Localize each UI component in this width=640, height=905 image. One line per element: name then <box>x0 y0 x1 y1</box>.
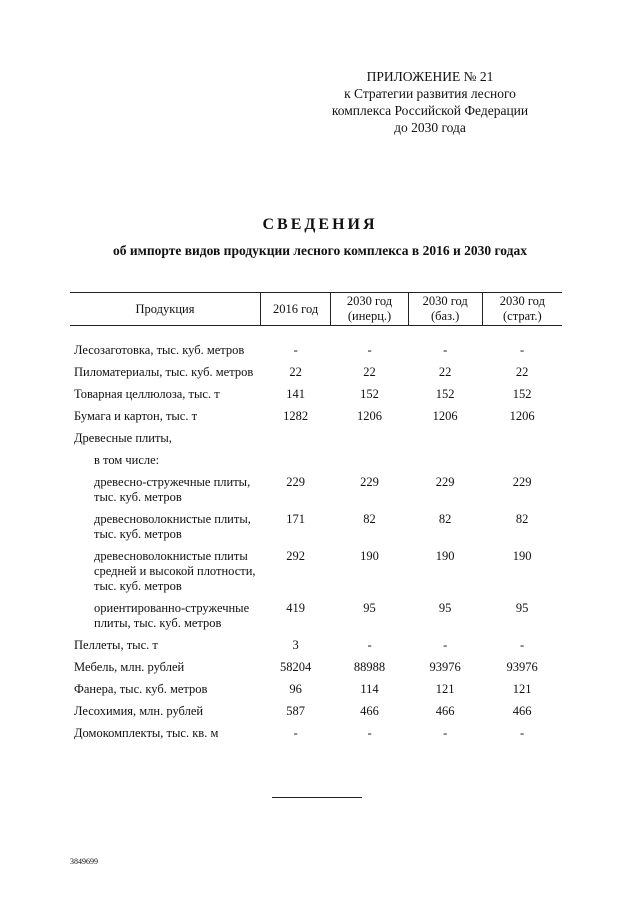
header-2030-strategic: 2030 год (страт.) <box>482 293 562 326</box>
cell-2030-inertial: 229 <box>360 475 379 489</box>
cell-2030-base <box>408 450 482 472</box>
cell-2030-inertial: 1206 <box>357 409 383 423</box>
cell-product: Мебель, млн. рублей <box>74 660 185 674</box>
cell-product: Пиломатериалы, тыс. куб. метров <box>74 365 254 379</box>
cell-2030-inertial: 466 <box>360 704 379 718</box>
cell-2016: - <box>293 726 298 740</box>
table-row <box>70 384 562 406</box>
cell-2030-inertial: - <box>367 343 372 357</box>
table-row <box>70 635 562 657</box>
cell-2016 <box>260 450 330 472</box>
cell-2030-inertial: 152 <box>360 387 379 401</box>
cell-2030-base: 93976 <box>429 660 461 674</box>
cell-2016: 419 <box>286 601 306 615</box>
cell-2030-strategic: 82 <box>515 512 529 526</box>
table-row <box>70 701 562 723</box>
cell-2030-strategic: 22 <box>515 365 529 379</box>
cell-2030-strategic: 466 <box>512 704 532 718</box>
table-row <box>70 679 562 701</box>
cell-2030-base: 95 <box>438 601 452 615</box>
cell-2030-strategic: 229 <box>512 475 532 489</box>
cell-2030-strategic: 1206 <box>509 409 535 423</box>
cell-2016: - <box>293 343 298 357</box>
cell-2030-strategic: 95 <box>515 601 529 615</box>
cell-2030-base <box>408 428 482 450</box>
cell-2016: 141 <box>286 387 306 401</box>
end-divider <box>272 797 362 798</box>
table-row <box>70 362 562 384</box>
cell-2030-base: - <box>443 726 448 740</box>
table-header-row <box>70 293 562 326</box>
table-row <box>70 428 562 450</box>
cell-2016: 1282 <box>283 409 309 423</box>
table-spacer-row <box>70 326 562 341</box>
cell-2030-strategic: - <box>520 638 525 652</box>
cell-2030-strategic: - <box>520 726 525 740</box>
cell-2030-base: 1206 <box>432 409 458 423</box>
cell-2016: 96 <box>289 682 302 696</box>
cell-2030-inertial: - <box>367 726 372 740</box>
cell-2030-inertial: 88988 <box>353 660 386 674</box>
appendix-line-4: до 2030 года <box>394 120 466 135</box>
cell-2030-strategic: 121 <box>512 682 532 696</box>
cell-product: Бумага и картон, тыс. т <box>74 409 198 423</box>
document-title: СВЕДЕНИЯ <box>262 216 378 233</box>
cell-product: ориентированно-стружечные плиты, тыс. куб. метров <box>94 601 250 630</box>
cell-product: Лесозаготовка, тыс. куб. метров <box>74 343 245 357</box>
cell-2030-inertial: 114 <box>360 682 379 696</box>
appendix-line-2: к Стратегии развития лесного <box>344 86 516 101</box>
cell-2030-base: 229 <box>435 475 455 489</box>
table-row <box>70 340 562 362</box>
cell-product: Лесохимия, млн. рублей <box>74 704 204 718</box>
header-2030-base: 2030 год (баз.) <box>408 293 482 326</box>
table-row <box>70 598 562 635</box>
document-number: 3849699 <box>70 857 98 866</box>
import-table <box>70 292 562 745</box>
cell-2030-inertial <box>331 450 408 472</box>
table-row <box>70 450 562 472</box>
cell-2030-inertial: 190 <box>360 549 379 563</box>
cell-2030-inertial: 82 <box>363 512 376 526</box>
cell-2030-strategic: 152 <box>512 387 532 401</box>
cell-2016: 292 <box>286 549 306 563</box>
appendix-line-3: комплекса Российской Федерации <box>331 103 529 118</box>
cell-2016: 229 <box>286 475 306 489</box>
cell-2016: 171 <box>286 512 306 526</box>
header-2016: 2016 год <box>260 293 330 326</box>
cell-2030-base: 466 <box>435 704 455 718</box>
appendix-header <box>300 68 560 136</box>
cell-2016: 3 <box>292 638 299 652</box>
cell-product: Пеллеты, тыс. т <box>74 638 158 652</box>
cell-2030-strategic: - <box>520 343 525 357</box>
cell-2030-inertial <box>331 428 408 450</box>
import-table-container <box>70 292 562 745</box>
table-row <box>70 406 562 428</box>
table-row <box>70 723 562 745</box>
cell-2030-base: - <box>443 638 448 652</box>
cell-product: в том числе: <box>94 453 160 467</box>
document-subtitle: об импорте видов продукции лесного комплекса в 2016 и 2030 годах <box>113 243 527 258</box>
cell-2030-base: 22 <box>438 365 452 379</box>
table-row <box>70 546 562 598</box>
cell-2030-inertial: - <box>367 638 372 652</box>
header-2030-inertial: 2030 год (инерц.) <box>331 293 408 326</box>
cell-2030-base: 121 <box>435 682 455 696</box>
cell-product: Домокомплекты, тыс. кв. м <box>74 726 219 740</box>
cell-product: древесноволокнистые плиты, тыс. куб. метров <box>94 512 251 541</box>
appendix-line-1: ПРИЛОЖЕНИЕ № 21 <box>366 69 494 84</box>
cell-2030-base: - <box>443 343 448 357</box>
cell-2030-base: 190 <box>435 549 455 563</box>
cell-2016: 58204 <box>280 660 312 674</box>
cell-product: Фанера, тыс. куб. метров <box>74 682 208 696</box>
cell-product: древесно-стружечные плиты, тыс. куб. метров <box>94 475 251 504</box>
cell-2030-base: 152 <box>435 387 455 401</box>
cell-2016: 22 <box>289 365 302 379</box>
cell-product: древесноволокнистые плиты средней и высокой плотности, тыс. куб. метров <box>94 549 256 593</box>
cell-2030-inertial: 95 <box>363 601 376 615</box>
cell-2016 <box>260 428 330 450</box>
table-row <box>70 509 562 546</box>
table-row <box>70 472 562 509</box>
cell-2030-strategic <box>482 428 562 450</box>
cell-2030-strategic <box>482 450 562 472</box>
cell-product: Древесные плиты, <box>74 431 172 445</box>
cell-2030-strategic: 93976 <box>506 660 538 674</box>
cell-2016: 587 <box>286 704 306 718</box>
cell-2030-base: 82 <box>438 512 452 526</box>
header-product: Продукция <box>70 293 260 326</box>
cell-2030-strategic: 190 <box>512 549 532 563</box>
cell-product: Товарная целлюлоза, тыс. т <box>74 387 220 401</box>
cell-2030-inertial: 22 <box>363 365 376 379</box>
table-row <box>70 657 562 679</box>
table-body <box>70 326 562 746</box>
